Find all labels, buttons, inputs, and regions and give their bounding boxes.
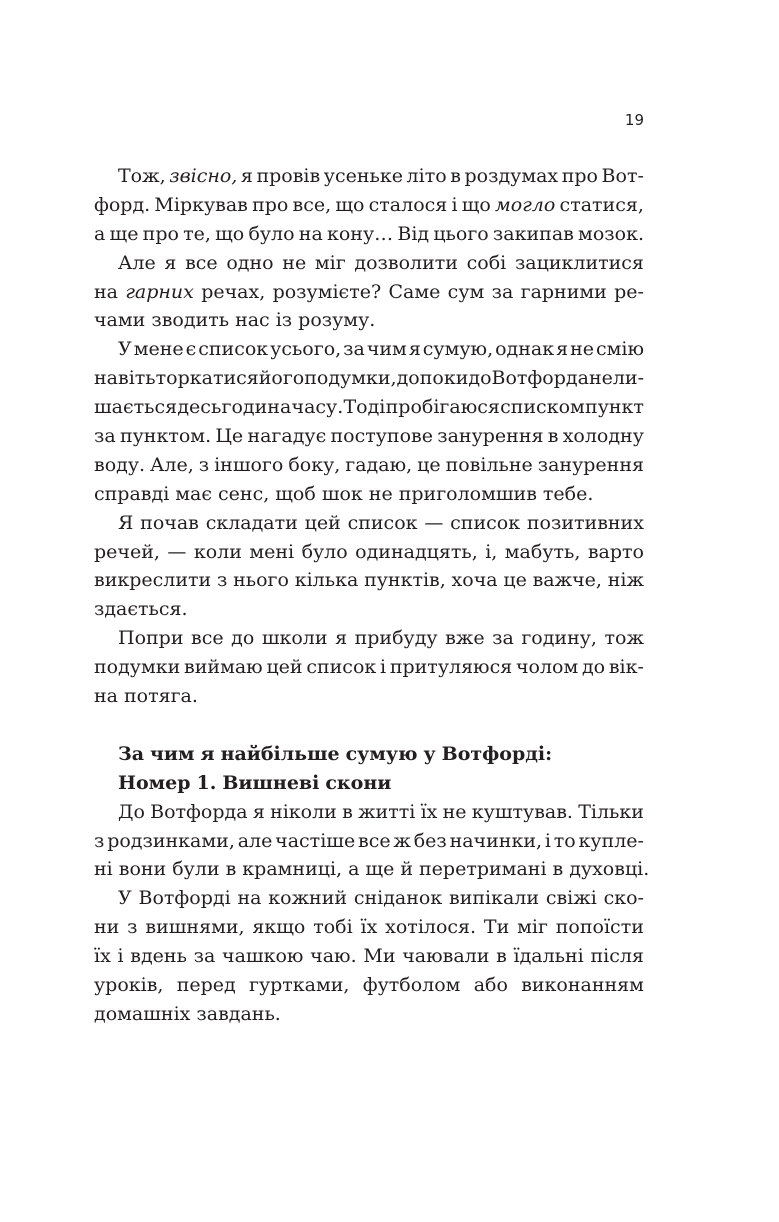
- text-line: подумки виймаю цей список і притуляюся чолом до вік-: [94, 656, 644, 679]
- text-line: домашніх завдань.: [94, 1002, 281, 1025]
- text-line: справді має сенс, щоб шок не приголомшив тебе.: [94, 482, 594, 505]
- text-line: на потяга.: [94, 685, 198, 708]
- text-line: їх і вдень за чашкою чаю. Ми чаювали в їдальні після: [94, 945, 644, 968]
- text-line: воду. Але, з іншого боку, гадаю, це повільне занурення: [94, 453, 644, 476]
- text-line: До Вотфорда я ніколи в житті їх не куштував. Тільки: [118, 800, 644, 823]
- text-line: за пунктом. Це нагадує поступове занурення в холодну: [94, 425, 644, 448]
- text-line: У мене є список усього, за чим я сумую, однак я не смію: [118, 338, 644, 361]
- text-line: Тож, звісно, я провів усеньке літо в роздумах про Вот-: [118, 165, 644, 187]
- text-line: речей, — коли мені було одинадцять, і, мабуть, варто: [94, 540, 644, 563]
- text-line: викреслити з нього кілька пунктів, хоча це важче, ніж: [94, 569, 644, 592]
- body-text: [94, 162, 650, 1029]
- text-line: Але я все одно не міг дозволити собі зациклитися: [118, 251, 644, 274]
- text-line: ні вони були в крамниці, а ще й перетримані в духовці.: [94, 858, 650, 881]
- section-gap: [94, 711, 644, 740]
- text-line: форд. Міркував про все, що сталося і що могло статися,: [94, 193, 644, 216]
- text-line: У Вотфорді на кожний сніданок випікали свіжі ско-: [118, 887, 644, 910]
- text-line: на гарних речах, розумієте? Саме сум за гарними ре-: [94, 280, 644, 303]
- section-heading: Номер 1. Вишневі скони: [118, 771, 392, 794]
- text-line: ни з вишнями, якщо тобі їх хотілося. Ти міг попоїсти: [94, 916, 644, 939]
- text-line: шається десь година часу. Тоді пробігаюся списком пункт: [94, 396, 644, 419]
- section-heading: За чим я найбільше сумую у Вотфорді:: [118, 742, 553, 765]
- text-line: навіть торкатися його подумки, допоки до Вотфорда не ли-: [94, 367, 645, 390]
- text-line: Я почав складати цей список — список позитивних: [118, 511, 644, 534]
- text-line: здається.: [94, 598, 188, 621]
- text-line: а ще про те, що було на кону… Від цього закипав мозок.: [94, 222, 644, 245]
- text-line: чами зводить нас із розуму.: [94, 309, 376, 332]
- page-number: 19: [624, 111, 644, 129]
- text-line: уроків, перед гуртками, футболом або виконанням: [94, 974, 644, 997]
- text-line: з родзинками, але частіше все ж без начинки, і то купле-: [94, 829, 644, 852]
- text-line: Попри все до школи я прибуду вже за годину, тож: [118, 627, 644, 650]
